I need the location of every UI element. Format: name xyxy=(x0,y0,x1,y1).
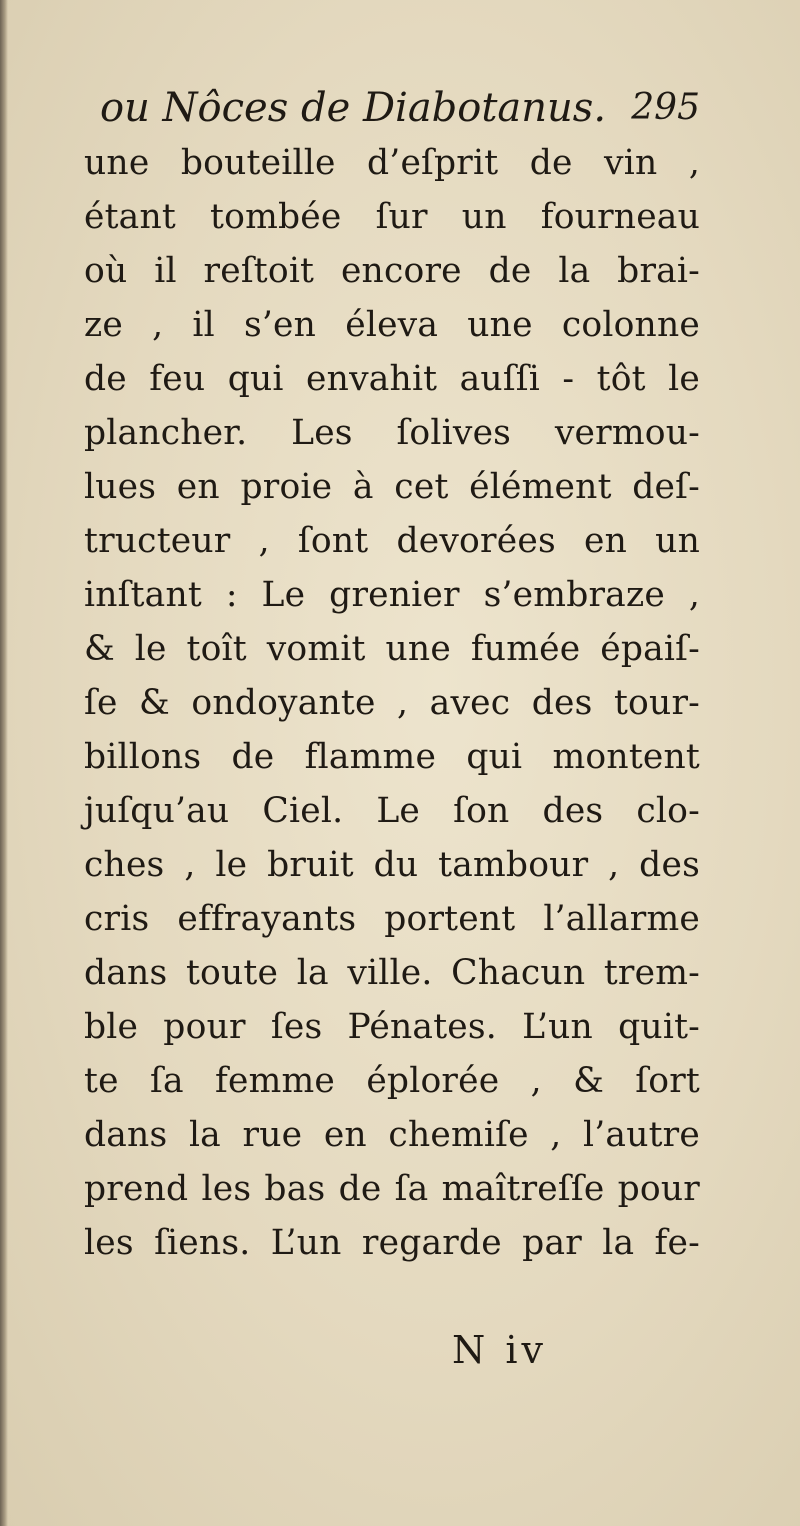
text-line: où il reſtoit encore de la brai- xyxy=(84,251,700,291)
body-text xyxy=(84,136,700,1270)
text-line: étant tombée ſur un fourneau xyxy=(84,197,700,237)
text-line: juſqu’au Ciel. Le ſon des clo- xyxy=(84,791,700,831)
text-line: ble pour ſes Pénates. L’un quit- xyxy=(84,1007,700,1047)
text-line: une bouteille d’eſprit de vin , xyxy=(84,143,700,183)
binding-gutter xyxy=(0,0,8,1526)
text-line: plancher. Les ſolives vermou- xyxy=(84,413,700,453)
text-line: lues en proie à cet élément deſ- xyxy=(84,467,700,507)
text-line: les ſiens. L’un regarde par la fe- xyxy=(84,1223,700,1263)
text-line: billons de flamme qui montent xyxy=(84,737,700,777)
text-line: ches , le bruit du tambour , des xyxy=(84,845,700,885)
running-title: ou Nôces de Diabotanus. xyxy=(100,85,607,131)
text-line: ſe & ondoyante , avec des tour- xyxy=(84,683,700,723)
page-number: 295 xyxy=(631,87,700,128)
text-line: dans la rue en chemiſe , l’autre xyxy=(84,1115,700,1155)
text-line: te ſa femme éplorée , & ſort xyxy=(84,1061,700,1101)
text-line: ze , il s’en éleva une colonne xyxy=(84,305,700,345)
text-line: inſtant : Le grenier s’embraze , xyxy=(84,575,700,615)
text-line: dans toute la ville. Chacun trem- xyxy=(84,953,700,993)
text-line: de feu qui envahit auſſi - tôt le xyxy=(84,359,700,399)
text-line: prend les bas de ſa maîtreſſe pour xyxy=(84,1169,700,1209)
text-line: tructeur , ſont devorées en un xyxy=(84,521,700,561)
text-line: cris effrayants portent l’allarme xyxy=(84,899,700,939)
page-header xyxy=(100,78,700,138)
signature-mark: N iv xyxy=(452,1328,547,1372)
text-line: & le toît vomit une fumée épaiſ- xyxy=(84,629,700,669)
